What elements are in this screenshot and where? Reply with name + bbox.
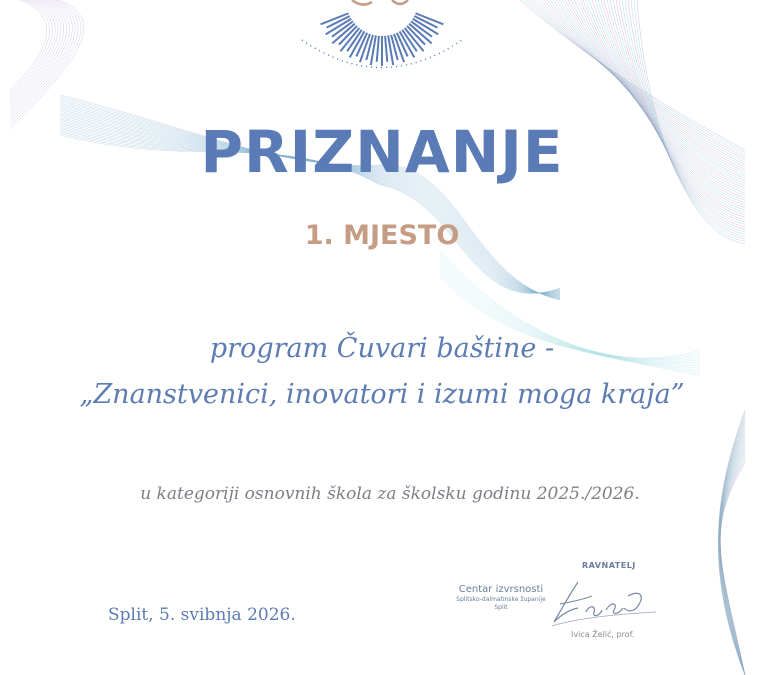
category-line: u kategoriji osnovnih škola za školsku godinu 2025./2026. [140,484,640,504]
handwritten-signature [548,574,658,630]
stamp-name: Centar izvrsnosti [458,584,544,595]
program-line: program Čuvari baštine - [209,333,555,364]
institution-stamp [441,584,561,612]
stamp-subtitle: Splitsko-dalmatinske županije [456,596,546,603]
signer-role: RAVNATELJ [582,561,636,570]
program-title: „Znanstvenici, inovatori i izumi moga kraja” [79,379,685,410]
place-date: Split, 5. svibnja 2026. [108,605,296,625]
left-wave-lines [10,0,84,129]
award-place: 1. MJESTO [304,220,460,251]
right-bottom-wave-lines [718,410,745,675]
signer-name: Ivica Želić, prof. [571,630,635,639]
stamp-city: Split [494,604,508,611]
emblem-sunburst [302,0,462,68]
certificate-title: PRIZNANJE [200,118,564,186]
